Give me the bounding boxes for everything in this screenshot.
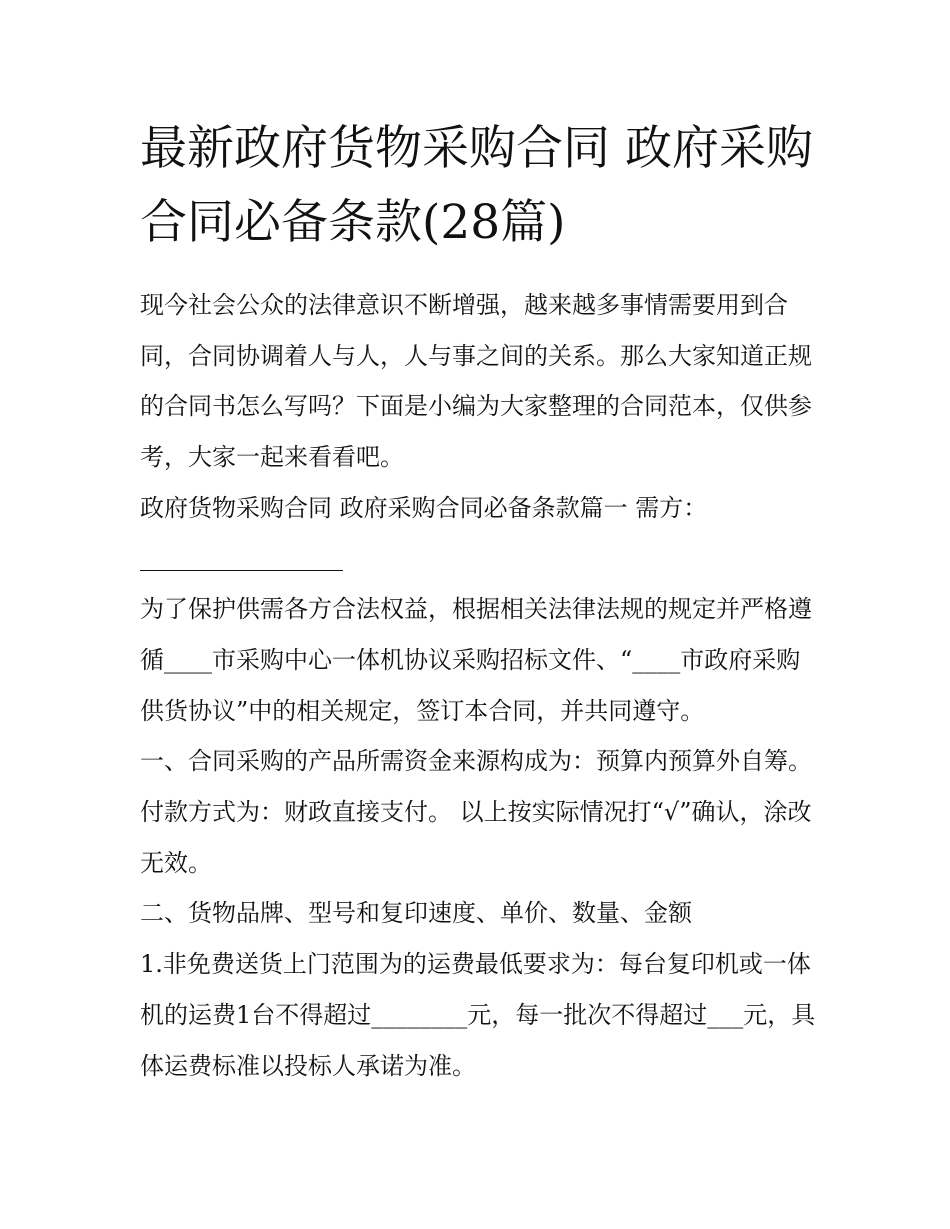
blank-fill-line [140,534,343,585]
clause-one-paragraph: 一、合同采购的产品所需资金来源构成为：预算内预算外自筹。付款方式为：财政直接支付。 以上按实际情况打“√”确认，涂改无效。 [140,747,812,877]
clause-two-paragraph: 二、货物品牌、型号和复印速度、单价、数量、金额 [140,899,692,928]
intro-paragraph: 现今社会公众的法律意识不断增强，越来越多事情需要用到合同，合同协调着人与人，人与事之间的关系。那么大家知道正规的合同书怎么写吗？下面是小编为大家整理的合同范本，仅供参考，大家一起来看看吧。 [140,291,812,472]
document-title: 最新政府货物采购合同 政府采购合同必备条款(28篇) [140,121,813,250]
section-heading-paragraph: 政府货物采购合同 政府采购合同必备条款篇一 需方： [140,493,708,522]
document-body [140,280,820,1091]
purpose-paragraph: 为了保护供需各方合法权益，根据相关法律法规的规定并严格遵循____市采购中心一体机协议采购招标文件、“____市政府采购供货协议”中的相关规定，签订本合同，并共同遵守。 [140,595,812,725]
freight-paragraph: 1.非免费送货上门范围为的运费最低要求为：每台复印机或一体机的运费1台不得超过________元，每一批次不得超过___元，具体运费标准以投标人承诺为准。 [140,950,816,1080]
